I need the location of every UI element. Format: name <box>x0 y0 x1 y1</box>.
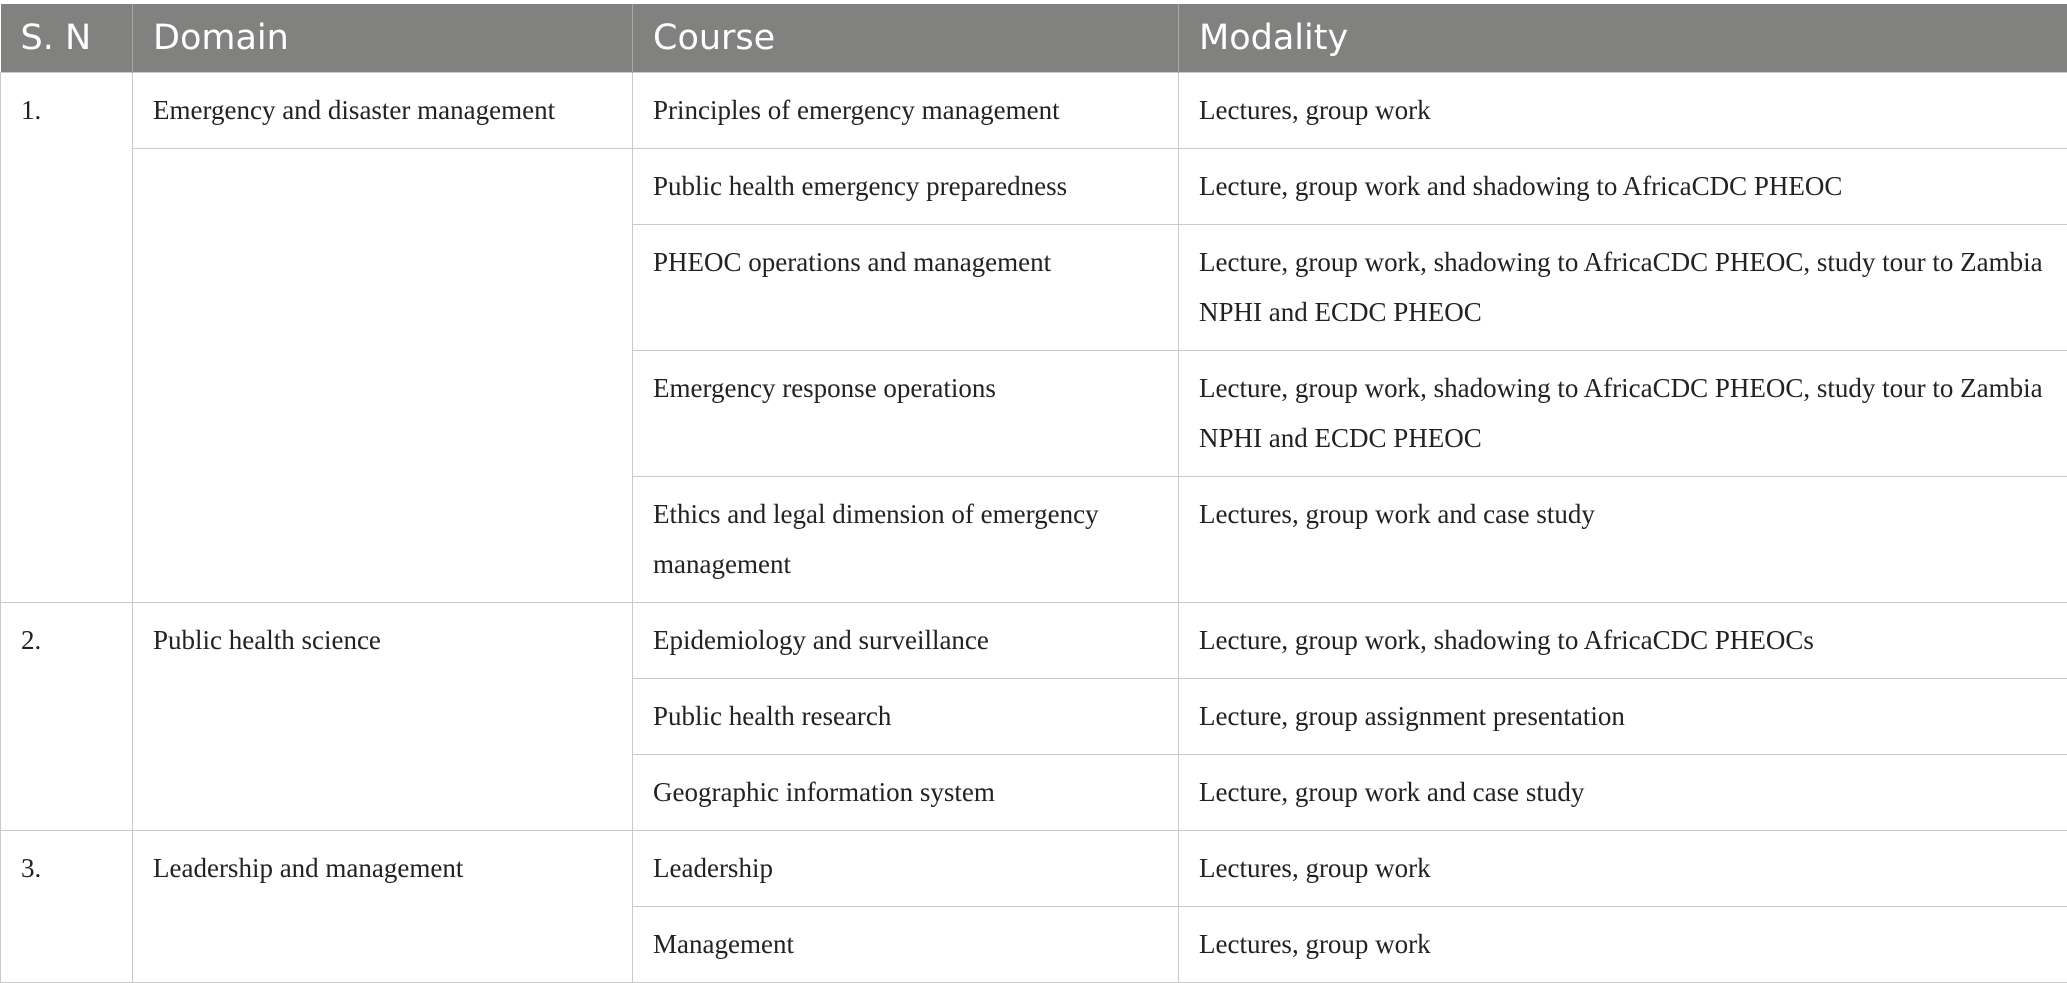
table-row <box>1 831 2067 907</box>
modality-cell: Lecture, group work, shadowing to AfricaCDC PHEOCs <box>1179 603 2067 679</box>
course-cell: Emergency response operations <box>633 351 1179 477</box>
serial-number-cell: 2. <box>1 603 133 831</box>
course-cell: Management <box>633 907 1179 983</box>
table-row <box>1 149 2067 225</box>
header-domain: Domain <box>133 4 633 73</box>
header-course: Course <box>633 4 1179 73</box>
table-row <box>1 603 2067 679</box>
course-cell: Public health research <box>633 679 1179 755</box>
domain-cell: Emergency and disaster management <box>133 73 633 149</box>
table-row <box>1 73 2067 149</box>
domain-cell-empty <box>133 149 633 603</box>
header-modality: Modality <box>1179 4 2067 73</box>
course-cell: Principles of emergency management <box>633 73 1179 149</box>
modality-cell: Lecture, group work, shadowing to AfricaCDC PHEOC, study tour to Zambia NPHI and ECDC PHEOC <box>1179 225 2067 351</box>
course-cell: Public health emergency preparedness <box>633 149 1179 225</box>
course-cell: Geographic information system <box>633 755 1179 831</box>
modality-cell: Lectures, group work <box>1179 831 2067 907</box>
header-row <box>1 4 2067 73</box>
modality-cell: Lecture, group work, shadowing to AfricaCDC PHEOC, study tour to Zambia NPHI and ECDC PHEOC <box>1179 351 2067 477</box>
domain-cell: Leadership and management <box>133 831 633 983</box>
modality-cell: Lectures, group work <box>1179 73 2067 149</box>
modality-cell: Lecture, group assignment presentation <box>1179 679 2067 755</box>
course-table-container <box>0 4 2067 983</box>
serial-number-cell: 3. <box>1 831 133 983</box>
serial-number-cell: 1. <box>1 73 133 603</box>
course-cell: Leadership <box>633 831 1179 907</box>
course-table <box>0 4 2067 983</box>
domain-cell: Public health science <box>133 603 633 831</box>
course-cell: Epidemiology and surveillance <box>633 603 1179 679</box>
table-header <box>1 4 2067 73</box>
modality-cell: Lectures, group work <box>1179 907 2067 983</box>
modality-cell: Lecture, group work and shadowing to AfricaCDC PHEOC <box>1179 149 2067 225</box>
course-cell: PHEOC operations and management <box>633 225 1179 351</box>
course-cell: Ethics and legal dimension of emergency management <box>633 477 1179 603</box>
header-sn: S. N <box>1 4 133 73</box>
table-body <box>1 73 2067 983</box>
modality-cell: Lectures, group work and case study <box>1179 477 2067 603</box>
modality-cell: Lecture, group work and case study <box>1179 755 2067 831</box>
